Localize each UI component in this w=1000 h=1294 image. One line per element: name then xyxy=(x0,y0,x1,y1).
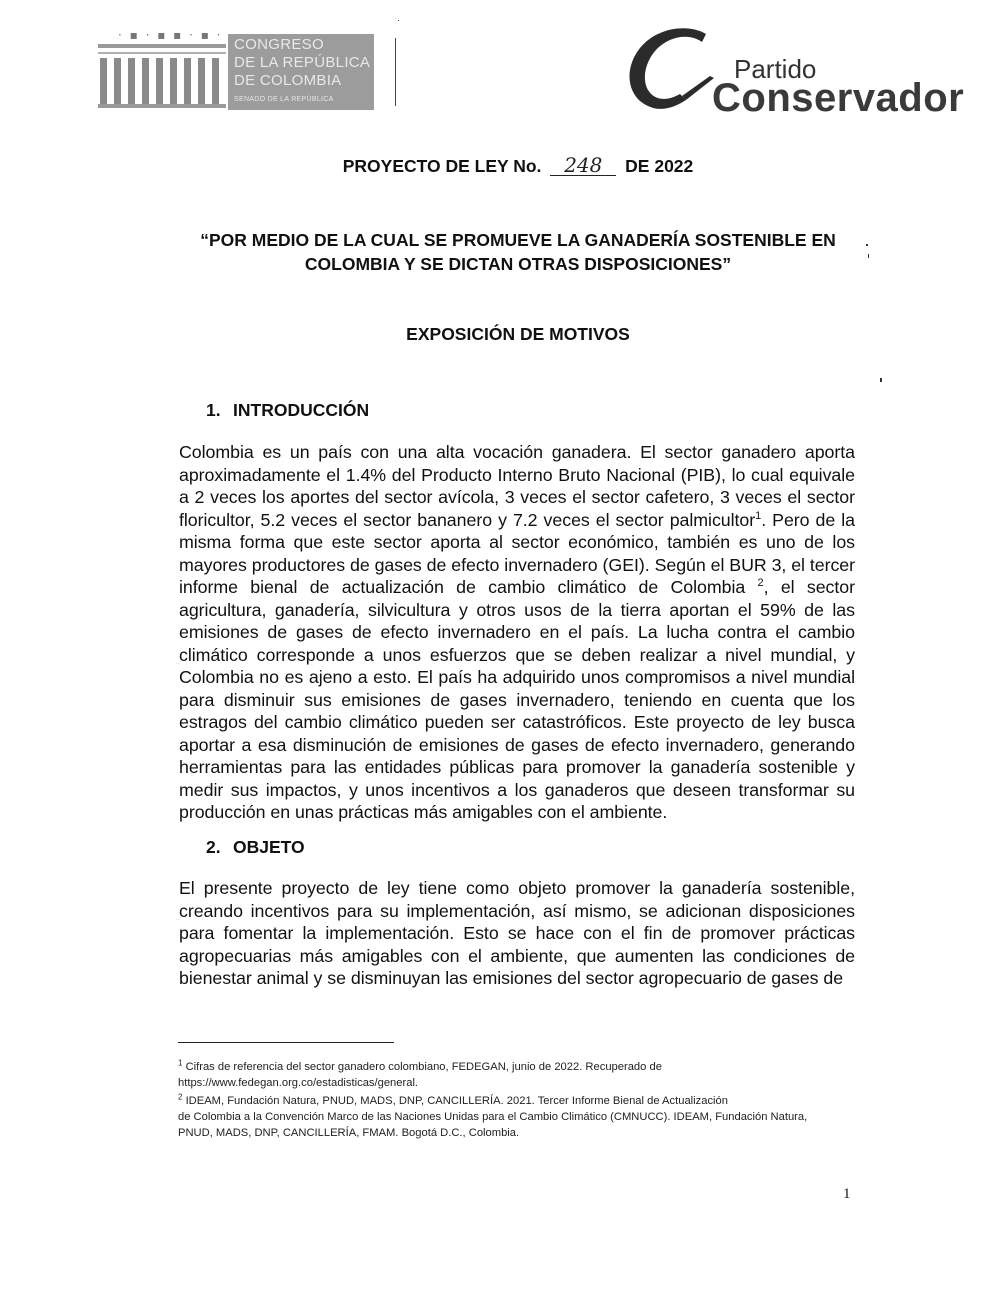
introduccion-text-part1: Colombia es un país con una alta vocación ganadera. El sector ganadero aporta aproximadamente el 1.4% del Producto Interno Bruto Nacional (PIB), lo cual equivale a 2 veces los aportes del sector avícola, 3 veces el sector cafetero, 3 veces el sector floricultor, 5.2 veces el sector bananero y 7.2 veces el sector palmicultor xyxy=(179,442,855,530)
section-number: 1. xyxy=(206,400,221,420)
scan-speck xyxy=(868,254,869,258)
footnote-1 xyxy=(178,1059,818,1091)
page-number: 1 xyxy=(843,1186,851,1202)
introduccion-text-part3: , el sector agricultura, ganadería, silvicultura y otros usos de la tierra aportan el 59% de las emisiones de gases de efecto invernadero en el país. La lucha contra el cambio climático corresponde a unos esfuerzos que se deben realizar a nivel mundial, y Colombia no es ajeno a esto. El país ha adquirido unos compromisos a nivel mundial para disminuir sus emisiones de gases invernadero, teniendo en cuenta que los estragos del cambio climático pueden ser catastróficos. Este proyecto de ley busca aportar a esa disminución de emisiones de gases de efecto invernadero, generando herramientas para las entidades públicas para promover la ganadería sostenible y medir sus impactos, y unos incentivos a los ganaderos que deseen transformar su producción en unas prácticas más amigables con el ambiente. xyxy=(179,577,855,822)
capitol-columns-icon xyxy=(98,34,226,110)
bill-title-line-1: “POR MEDIO DE LA CUAL SE PROMUEVE LA GANADERÍA SOSTENIBLE EN xyxy=(200,230,836,250)
partido-logo-line2: Conservador xyxy=(712,76,965,120)
congreso-line-2: DE LA REPÚBLICA xyxy=(234,54,371,71)
introduccion-paragraph xyxy=(179,441,855,824)
logo-decoration: · ▪ · ▪ ▪ · ▪ · xyxy=(118,28,223,42)
partido-conservador-logo xyxy=(618,22,965,122)
section-title: OBJETO xyxy=(233,837,305,857)
exposition-title: EXPOSICIÓN DE MOTIVOS xyxy=(406,324,630,344)
section-heading-introduccion xyxy=(206,400,369,421)
footnote-2 xyxy=(178,1093,818,1141)
congreso-name-box xyxy=(228,34,374,110)
footnote-text-line2: de Colombia a la Convención Marco de las Naciones Unidas para el Cambio Climático (CMNUCC). IDEAM, Fundación Natura, PNUD, MADS, DNP, CANCILLERÍA, FMAM. Bogotá D.C., Colombia. xyxy=(178,1111,808,1139)
bill-title xyxy=(0,228,1000,276)
footnote-ref-2[interactable]: 2 xyxy=(757,577,764,590)
congreso-line-3: DE COLOMBIA xyxy=(234,72,342,89)
footnote-marker: 2 xyxy=(178,1092,183,1102)
objeto-paragraph: El presente proyecto de ley tiene como objeto promover la ganadería sostenible, creando incentivos para su implementación, así mismo, se adicionan disposiciones para fomentar la implementación. Esto se hace con el fin de promover prácticas agropecuarias más amigables con el ambiente, que aumenten las condiciones de bienestar animal y se disminuyan las emisiones del sector agropecuario de gases de xyxy=(179,878,855,988)
footnote-text-line1: IDEAM, Fundación Natura, PNUD, MADS, DNP, CANCILLERÍA. 2021. Tercer Informe Bienal de Actualización xyxy=(185,1095,728,1107)
introduccion-text-part2: . Pero de la misma forma que este sector aporta al sector económico, también es uno de los mayores productores de gases de efecto invernadero (GEI). Según el BUR 3, el tercer informe bienal de actualización de cambio climático de Colombia xyxy=(179,509,855,597)
scan-speck xyxy=(866,244,868,246)
footnote-ref-1[interactable]: 1 xyxy=(755,509,762,522)
logo-divider xyxy=(395,38,396,106)
bill-number-prefix: PROYECTO DE LEY No. xyxy=(342,156,542,176)
congreso-line-4: SENADO DE LA REPÚBLICA xyxy=(234,96,334,103)
bill-number-heading xyxy=(0,155,1000,177)
bill-number-suffix: DE 2022 xyxy=(625,156,694,176)
congreso-line-1: CONGRESO xyxy=(234,36,324,53)
scan-speck xyxy=(880,378,882,382)
footnote-divider xyxy=(178,1042,394,1043)
partido-logo-line1: Partido xyxy=(734,54,817,84)
bill-title-line-2: COLOMBIA Y SE DICTAN OTRAS DISPOSICIONES” xyxy=(304,254,732,274)
congreso-logo xyxy=(98,28,398,112)
section-heading-objeto xyxy=(206,837,305,858)
footnote-marker: 1 xyxy=(178,1058,183,1068)
scan-speck xyxy=(398,20,399,21)
bill-number-handwritten: 248 xyxy=(550,155,616,176)
section-title: INTRODUCCIÓN xyxy=(233,400,370,420)
footnote-text: Cifras de referencia del sector ganadero colombiano, FEDEGAN, junio de 2022. Recuperado de https://www.fedegan.org.co/estadisticas/general. xyxy=(178,1061,662,1089)
section-number: 2. xyxy=(206,837,221,857)
